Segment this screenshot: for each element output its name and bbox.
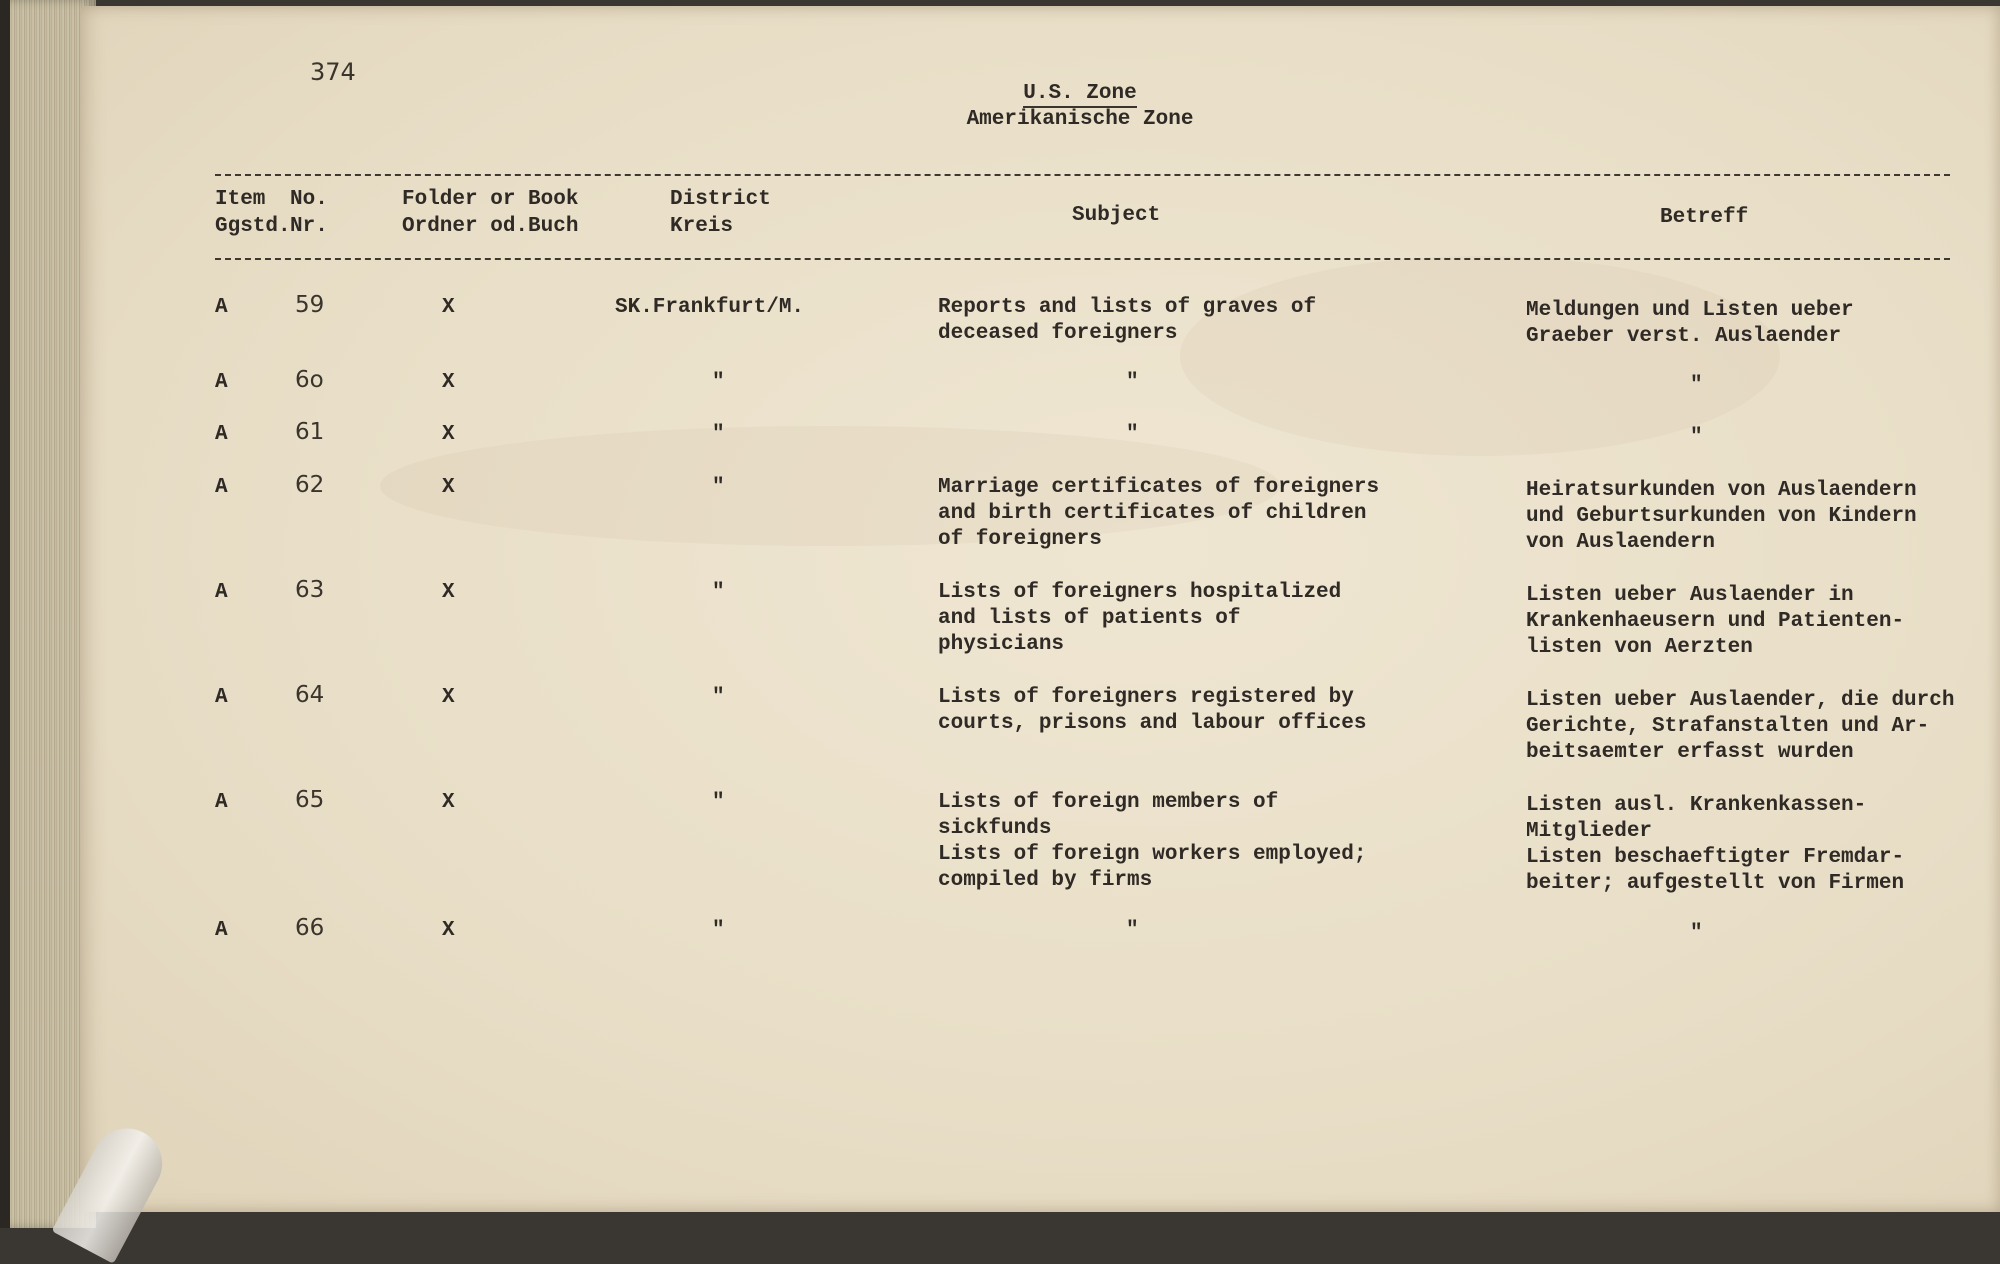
row-folder: X — [442, 791, 455, 814]
document-subtitle: Amerikanische Zone — [966, 108, 1194, 131]
row-number: 63 — [295, 577, 325, 603]
row-subject-line: deceased foreigners — [938, 322, 1178, 345]
page-number: 374 — [310, 58, 356, 86]
row-number: 6o — [295, 367, 324, 393]
row-betreff-line: Graeber verst. Auslaender — [1526, 325, 1842, 348]
column-header-item — [215, 186, 291, 240]
row-betreff-line: Listen beschaeftigter Fremdar- — [1526, 846, 1905, 869]
row-subject-line: " — [1126, 423, 1139, 446]
column-header-district-de: Kreis — [670, 215, 734, 238]
header-bottom-rule — [215, 258, 1950, 260]
row-betreff-line: Listen ueber Auslaender in — [1526, 584, 1854, 607]
row-betreff-line: " — [1690, 426, 1703, 449]
row-district: SK.Frankfurt/M. — [615, 296, 805, 319]
row-betreff-line: Listen ueber Auslaender, die durch — [1526, 689, 1955, 712]
column-header-no — [290, 186, 328, 240]
row-subject-line: and lists of patients of — [938, 607, 1241, 630]
column-header-item-en: Item — [215, 188, 266, 211]
row-betreff-line: Heiratsurkunden von Auslaendern — [1526, 479, 1917, 502]
row-subject-line: Lists of foreigners registered by — [938, 686, 1354, 709]
row-folder: X — [442, 581, 455, 604]
row-number: 61 — [295, 419, 325, 445]
row-district: " — [712, 581, 725, 604]
row-district: " — [712, 371, 725, 394]
column-header-folder-en: Folder or Book — [402, 188, 579, 211]
row-item: A — [215, 686, 228, 709]
row-betreff-line: von Auslaendern — [1526, 531, 1716, 554]
row-betreff-line: Gerichte, Strafanstalten und Ar- — [1526, 715, 1930, 738]
row-subject-line: courts, prisons and labour offices — [938, 712, 1367, 735]
column-header-betreff: Betreff — [1660, 206, 1749, 229]
row-betreff-line: Mitglieder — [1526, 820, 1653, 843]
row-folder: X — [442, 296, 455, 319]
row-folder: X — [442, 686, 455, 709]
row-betreff-line: Krankenhaeusern und Patienten- — [1526, 610, 1905, 633]
column-header-item-de: Ggstd. — [215, 215, 291, 238]
row-number: 65 — [295, 787, 325, 813]
row-item: A — [215, 791, 228, 814]
row-subject-line: of foreigners — [938, 528, 1102, 551]
row-subject-line: sickfunds — [938, 817, 1052, 840]
column-header-district — [670, 186, 771, 240]
column-header-folder — [402, 186, 578, 240]
row-subject-line: and birth certificates of children — [938, 502, 1367, 525]
row-subject-line: physicians — [938, 633, 1065, 656]
row-subject-line: compiled by firms — [938, 869, 1153, 892]
row-subject-line: Marriage certificates of foreigners — [938, 476, 1380, 499]
row-item: A — [215, 919, 228, 942]
document-title: U.S. Zone — [960, 82, 1200, 105]
row-subject-line: Lists of foreigners hospitalized — [938, 581, 1342, 604]
row-betreff-line: beitsaemter erfasst wurden — [1526, 741, 1854, 764]
row-item: A — [215, 581, 228, 604]
column-header-no-de: Nr. — [290, 215, 328, 238]
row-betreff-line: beiter; aufgestellt von Firmen — [1526, 872, 1905, 895]
row-subject-line: Reports and lists of graves of — [938, 296, 1317, 319]
row-subject-line: Lists of foreign members of — [938, 791, 1279, 814]
row-subject-line: Lists of foreign workers employed; — [938, 843, 1367, 866]
row-folder: X — [442, 919, 455, 942]
row-number: 64 — [295, 682, 325, 708]
row-district: " — [712, 686, 725, 709]
row-number: 66 — [295, 915, 325, 941]
row-subject-line: " — [1126, 371, 1139, 394]
row-betreff-line: " — [1690, 374, 1703, 397]
row-folder: X — [442, 476, 455, 499]
row-folder: X — [442, 371, 455, 394]
row-folder: X — [442, 423, 455, 446]
row-item: A — [215, 423, 228, 446]
row-number: 62 — [295, 472, 325, 498]
row-district: " — [712, 791, 725, 814]
row-subject-line: " — [1126, 919, 1139, 942]
column-header-district-en: District — [670, 188, 771, 211]
row-district: " — [712, 476, 725, 499]
row-item: A — [215, 371, 228, 394]
row-district: " — [712, 423, 725, 446]
column-header-folder-de: Ordner od.Buch — [402, 215, 579, 238]
column-header-no-en: No. — [290, 188, 328, 211]
column-header-subject: Subject — [1072, 204, 1161, 227]
row-item: A — [215, 476, 228, 499]
row-number: 59 — [295, 292, 325, 318]
row-betreff-line: Meldungen und Listen ueber — [1526, 299, 1854, 322]
header-top-rule — [215, 174, 1950, 176]
row-betreff-line: Listen ausl. Krankenkassen- — [1526, 794, 1867, 817]
row-item: A — [215, 296, 228, 319]
row-betreff-line: listen von Aerzten — [1526, 636, 1753, 659]
row-betreff-line: " — [1690, 922, 1703, 945]
row-district: " — [712, 919, 725, 942]
row-betreff-line: und Geburtsurkunden von Kindern — [1526, 505, 1917, 528]
